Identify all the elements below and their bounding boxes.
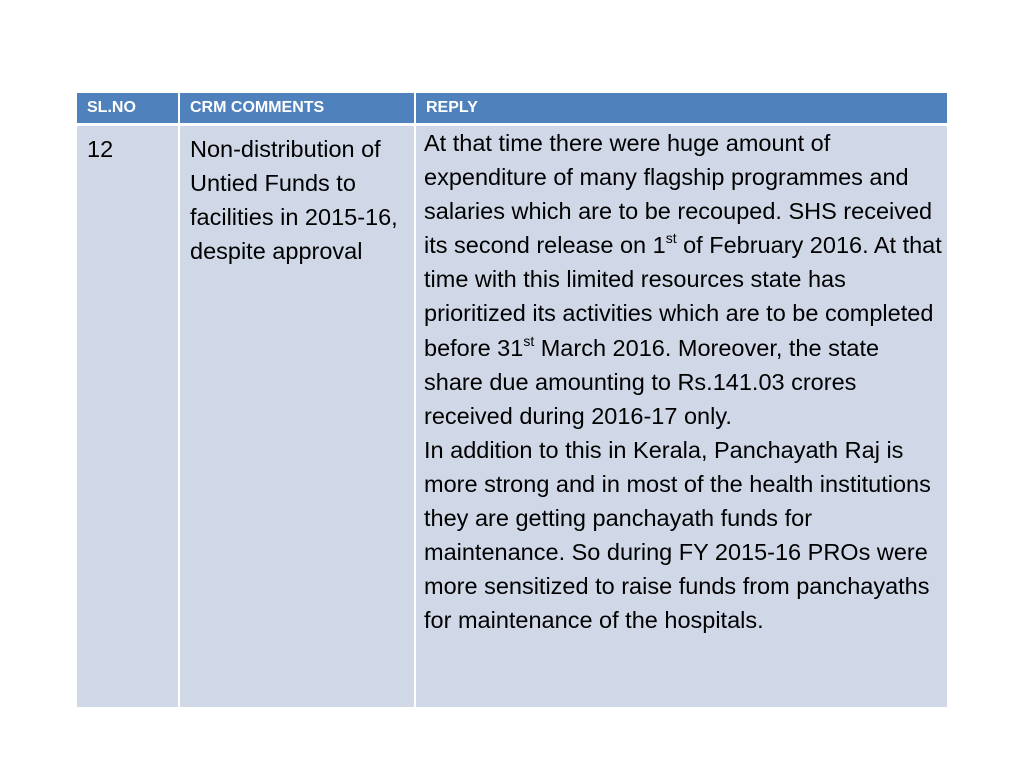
reply-superscript-1: st bbox=[665, 230, 677, 247]
header-reply: REPLY bbox=[416, 93, 947, 126]
reply-text-1b: of February 2016. At that time with this limited resources state has prioritized its activities which are to be completed before 31 bbox=[424, 232, 942, 361]
reply-paragraph-1 bbox=[424, 126, 943, 433]
cell-reply bbox=[416, 126, 947, 707]
cell-sl-no: 12 bbox=[77, 126, 180, 707]
table-row bbox=[77, 126, 947, 707]
header-sl-no: SL.NO bbox=[77, 93, 180, 126]
reply-text-1a: At that time there were huge amount of expenditure of many flagship programmes and salaries which are to be recouped. SHS received its second release on 1 bbox=[424, 130, 933, 259]
table-header-row bbox=[77, 93, 947, 126]
reply-superscript-2: st bbox=[523, 332, 535, 349]
reply-text-1c: March 2016. Moreover, the state share due amounting to Rs.141.03 crores received during 2016-17 only. bbox=[424, 334, 880, 429]
reply-paragraph-2: In addition to this in Kerala, Panchayath Raj is more strong and in most of the health institutions they are getting panchayath funds for maintenance. So during FY 2015-16 PROs were more sensitized to raise funds from panchayaths for maintenance of the hospitals. bbox=[424, 436, 931, 634]
cell-crm-comment: Non-distribution of Untied Funds to facilities in 2015-16, despite approval bbox=[180, 126, 416, 707]
crm-reply-table bbox=[77, 93, 947, 707]
header-crm-comments: CRM COMMENTS bbox=[180, 93, 416, 126]
